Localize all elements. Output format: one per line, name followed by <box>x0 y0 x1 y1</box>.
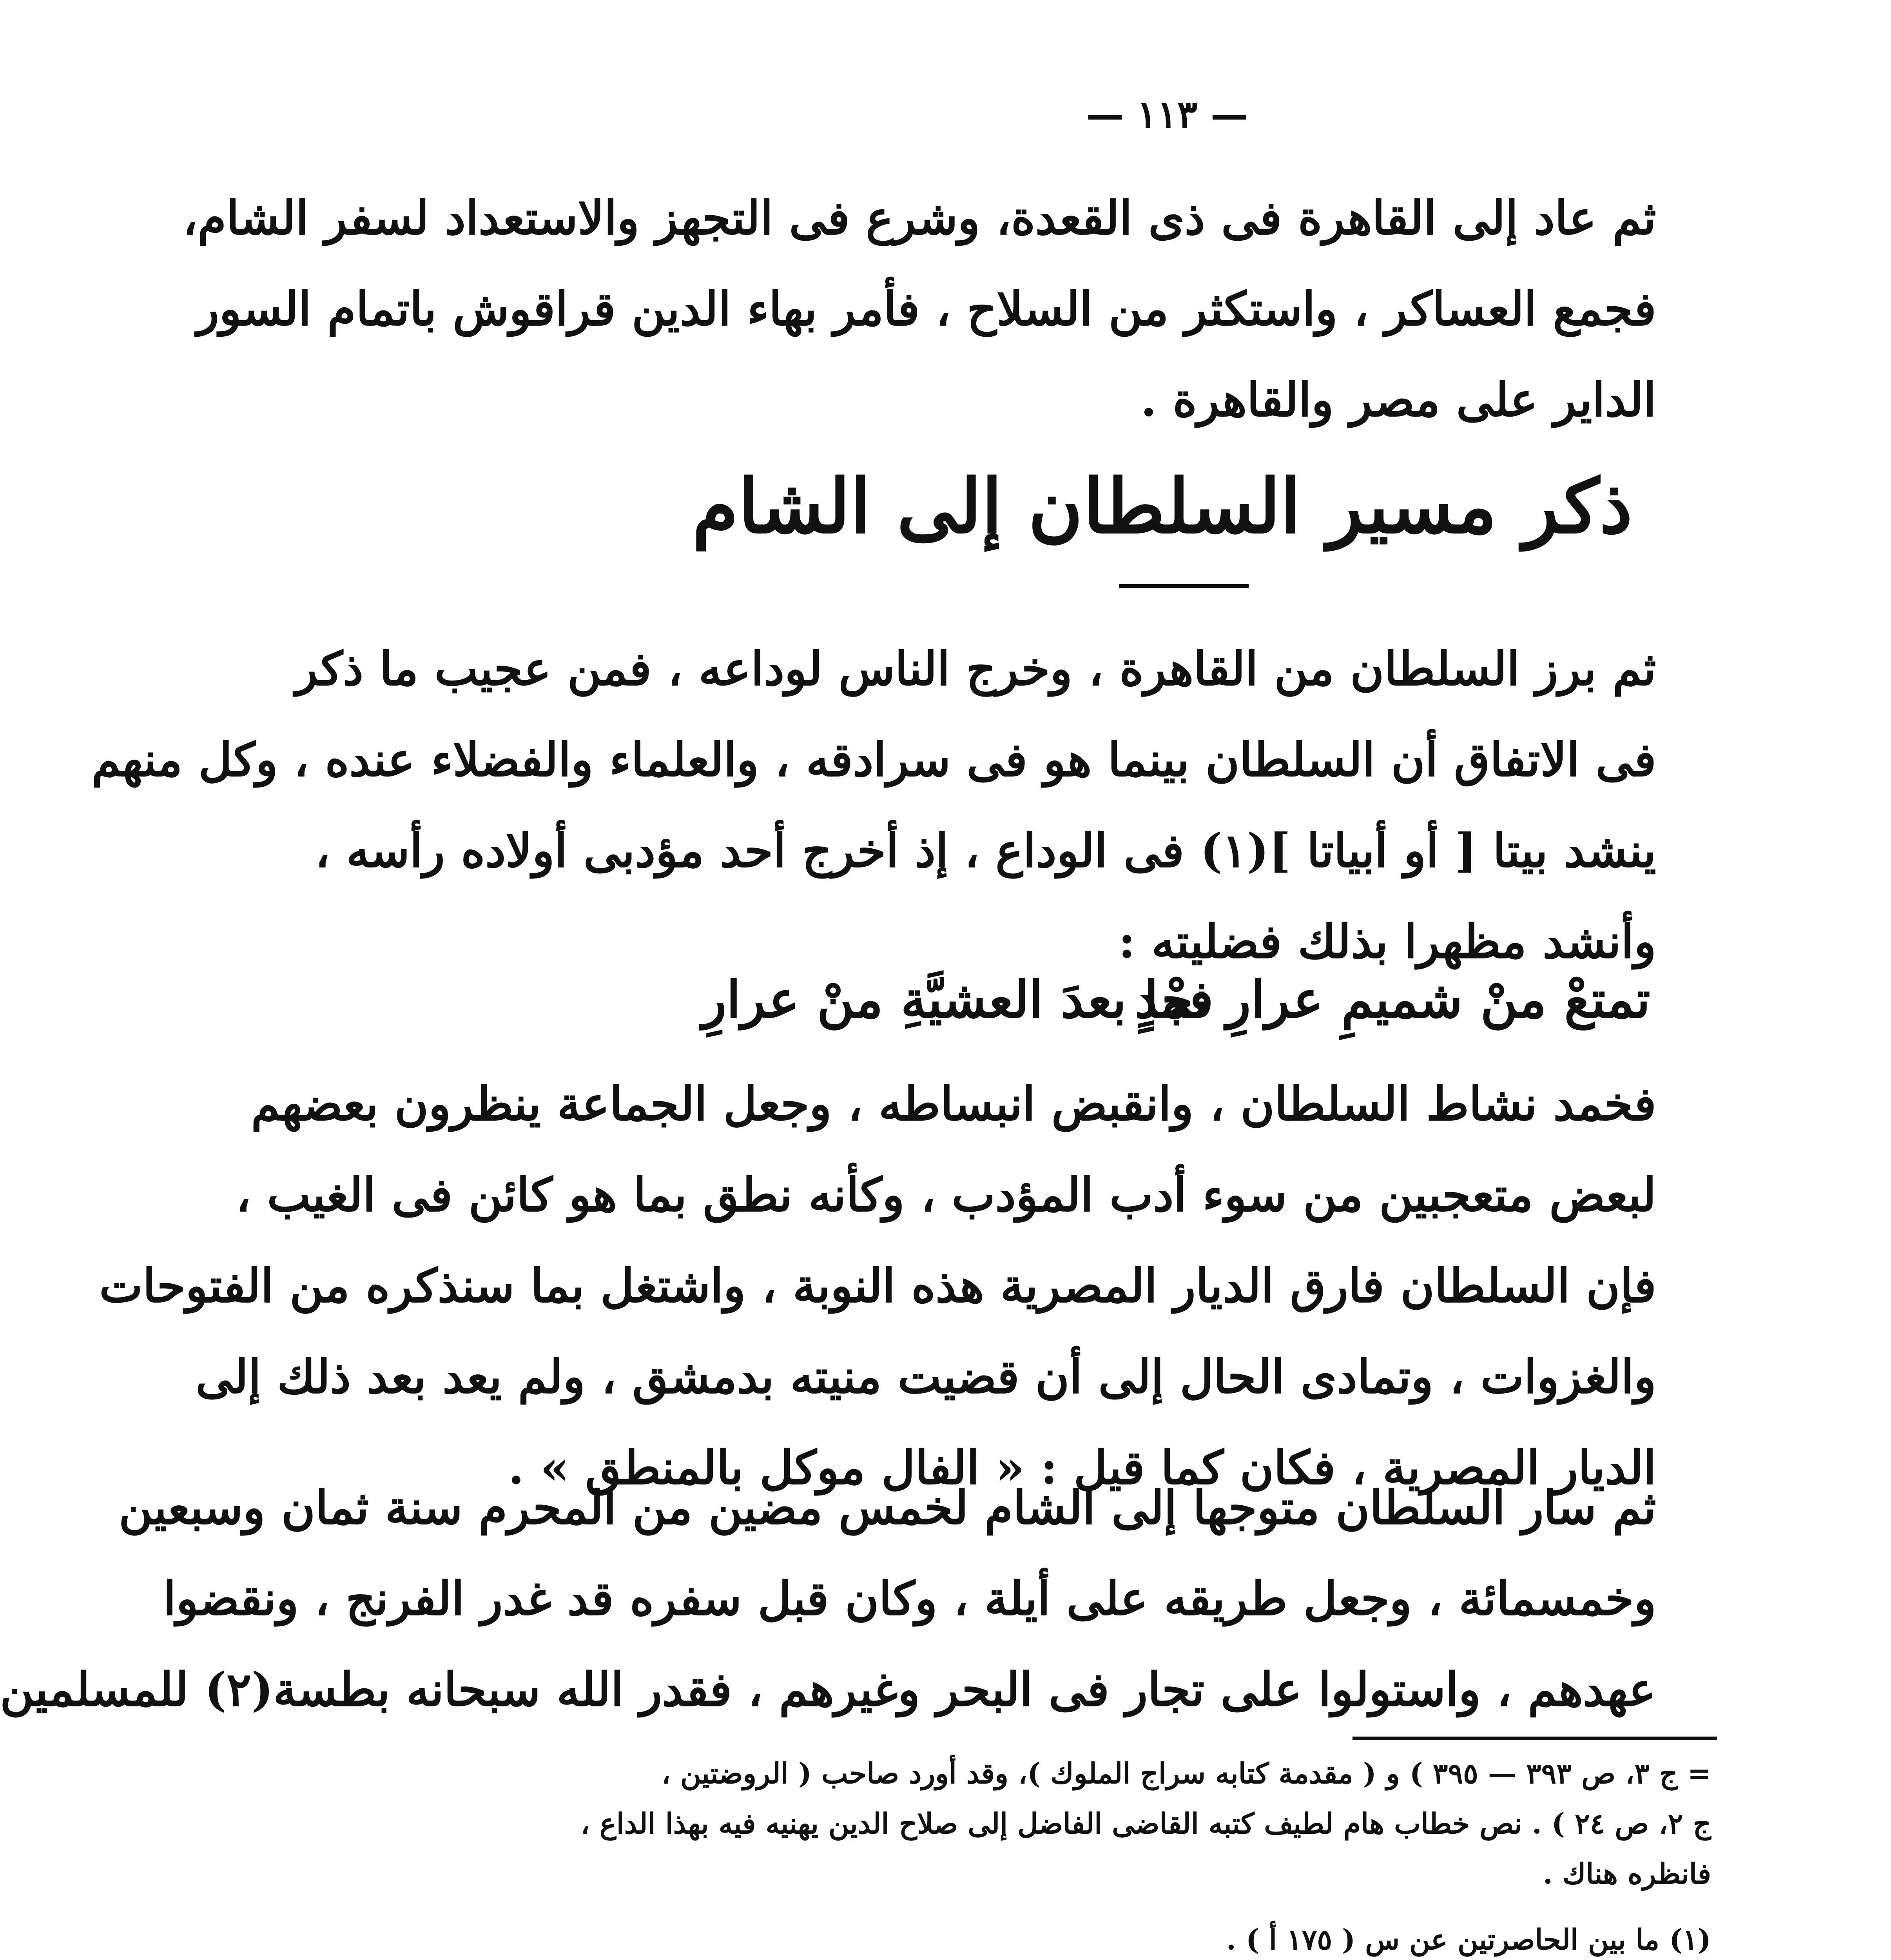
text-line: فجمع العساكر ، واستكثر من السلاح ، فأمر بهاء الدين قراقوش باتمام السور <box>197 281 1656 336</box>
text-line: ثم سار السلطان متوجها إلى الشام لخمس مضين من المحرم سنة ثمان وسبعين <box>118 1480 1656 1535</box>
page-number: — ١١٣ — <box>1086 92 1248 136</box>
footnote-text: ما بين الحاصرتين عن س ( ١٧٥ أ ) . <box>1226 1923 1660 1956</box>
text-line: وخمسمائة ، وجعل طريقه على أيلة ، وكان قبل سفره قد غدر الفرنج ، ونقضوا <box>163 1571 1656 1626</box>
text-line: فى الاتفاق أن السلطان بينما هو فى سرادقه ، والعلماء والفضلاء عنده ، وكل منهم <box>91 732 1656 787</box>
footnote-continuation-line: فانظره هناك . <box>1543 1857 1711 1890</box>
verse-second-hemistich: فما بعدَ العشيَّةِ منْ عرارِ <box>702 969 1214 1029</box>
intro-paragraph <box>183 172 1656 445</box>
footnote-spacer <box>676 1899 1711 1915</box>
footnote-divider <box>1353 1737 1717 1740</box>
footnotes <box>580 1748 1711 1960</box>
text-line: ثم عاد إلى القاهرة فى ذى القعدة، وشرع فى التجهز والاستعداد لسفر الشام، <box>183 191 1656 245</box>
text-line: فإن السلطان فارق الديار المصرية هذه النوبة ، واشتغل بما سنذكره من الفتوحات <box>99 1258 1656 1313</box>
text-line: لبعض متعجبين من سوء أدب المؤدب ، وكأنه نطق بما هو كائن فى الغيب ، <box>236 1167 1656 1222</box>
footnote-marker: (١) <box>1669 1923 1711 1956</box>
verse-first-hemistich: تمتعْ منْ شميمِ عرارِ نجْدٍ <box>1135 969 1650 1029</box>
text-line: والغزوات ، وتمادى الحال إلى أن قضيت منيته بدمشق ، ولم يعد بعد ذلك إلى <box>195 1349 1656 1404</box>
section-heading: ذكر مسير السلطان إلى الشام <box>692 463 1633 550</box>
heading-divider <box>1119 584 1249 588</box>
text-line: ثم برز السلطان من القاهرة ، وخرج الناس لوداعه ، فمن عجيب ما ذكر <box>295 641 1656 696</box>
text-line: وأنشد مظهرا بذلك فضليته : <box>1118 914 1656 969</box>
paragraph-departure <box>91 623 1656 987</box>
footnote-1 <box>676 1915 1711 1960</box>
text-line: عهدهم ، واستولوا على تجار فى البحر وغيرهم ، فقدر الله سبحانه بطسة(٢) للمسلمين <box>0 1662 1656 1717</box>
text-line: فخمد نشاط السلطان ، وانقبض انبساطه ، وجعل الجماعة ينظرون بعضهم <box>251 1076 1656 1131</box>
footnote-continuation-line: ج ٢، ص ٢٤ ) . نص خطاب هام لطيف كتبه القاضى الفاضل إلى صلاح الدين يهنيه فيه بهذا الداع ، <box>580 1807 1711 1840</box>
footnote-continuation-line: = ج ٣، ص ٣٩٣ — ٣٩٥ ) و ( مقدمة كتابه سراج الملوك )، وقد أورد صاحب ( الروضتين ، <box>661 1757 1711 1790</box>
text-line: الديار المصرية ، فكان كما قيل : « الفال موكل بالمنطق » . <box>508 1440 1656 1495</box>
text-line: الداير على مصر والقاهرة . <box>1140 372 1656 427</box>
paragraph-march <box>0 1462 1656 1735</box>
text-line: ينشد بيتا [ أو أبياتا ](١) فى الوداع ، إذ أخرج أحد مؤدبى أولاده رأسه ، <box>315 823 1656 878</box>
